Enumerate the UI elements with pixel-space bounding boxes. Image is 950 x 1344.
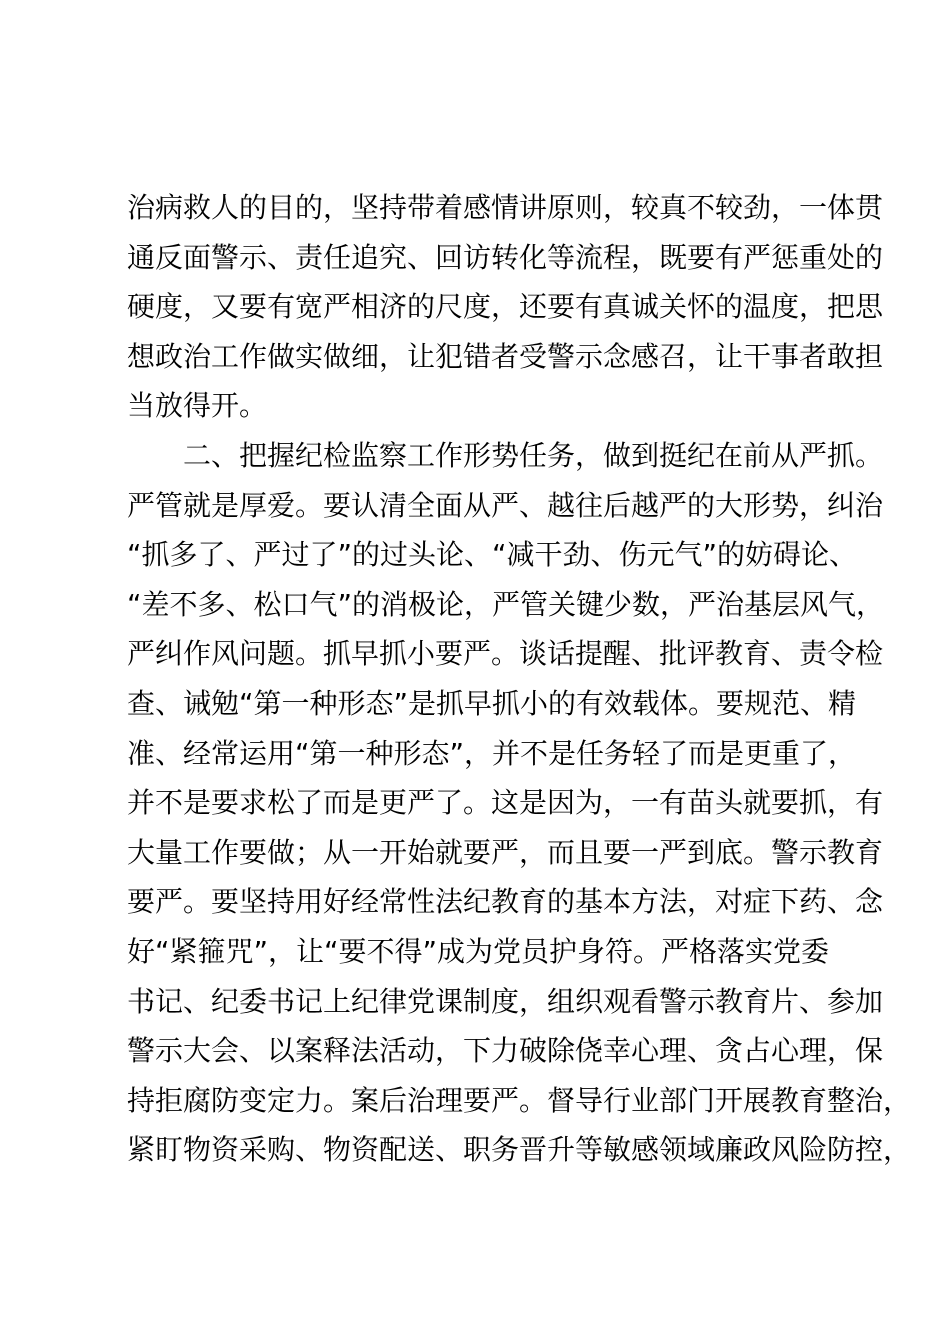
section-heading: 二、把握纪检监察工作形势任务，做到挺纪在前从严抓。 — [183, 438, 884, 472]
text-line: 书记、纪委书记上纪律党课制度，组织观看警示教育片、参加 — [127, 984, 884, 1018]
text-line: 想政治工作做实做细，让犯错者受警示念感召，让干事者敢担 — [127, 339, 884, 373]
text-line: 硬度，又要有宽严相济的尺度，还要有真诚关怀的温度，把思 — [127, 290, 884, 324]
text-line: 准、经常运用“第一种形态”，并不是任务轻了而是更重了， — [127, 736, 857, 770]
text-line: 通反面警示、责任追究、回访转化等流程，既要有严惩重处的 — [127, 240, 884, 274]
text-line: 要严。要坚持用好经常性法纪教育的基本方法，对症下药、念 — [127, 885, 884, 919]
body-text — [127, 183, 912, 1175]
text-line: “抓多了、严过了”的过头论、“减干劲、伤元气”的妨碍论、 — [127, 538, 858, 572]
text-line: 持拒腐防变定力。案后治理要严。督导行业部门开展教育整治， — [127, 1083, 912, 1117]
text-line: 严管就是厚爱。要认清全面从严、越往后越严的大形势，纠治 — [127, 488, 884, 522]
text-line: 好“紧箍咒”，让“要不得”成为党员护身符。严格落实党委 — [127, 934, 830, 968]
text-line: 大量工作要做；从一开始就要严，而且要一严到底。警示教育 — [127, 835, 884, 869]
text-line: 紧盯物资采购、物资配送、职务晋升等敏感领域廉政风险防控， — [127, 1133, 912, 1167]
text-line: 严纠作风问题。抓早抓小要严。谈话提醒、批评教育、责令检 — [127, 637, 884, 671]
text-line: 治病救人的目的，坚持带着感情讲原则，较真不较劲，一体贯 — [127, 191, 884, 224]
text-line: 当放得开。 — [127, 389, 268, 423]
text-line: 警示大会、以案释法活动，下力破除侥幸心理、贪占心理，保 — [127, 1034, 884, 1068]
text-line: “差不多、松口气”的消极论，严管关键少数，严治基层风气， — [127, 587, 885, 621]
text-line: 并不是要求松了而是更严了。这是因为，一有苗头就要抓，有 — [127, 786, 884, 820]
text-line: 查、诫勉“第一种形态”是抓早抓小的有效载体。要规范、精 — [127, 686, 857, 720]
